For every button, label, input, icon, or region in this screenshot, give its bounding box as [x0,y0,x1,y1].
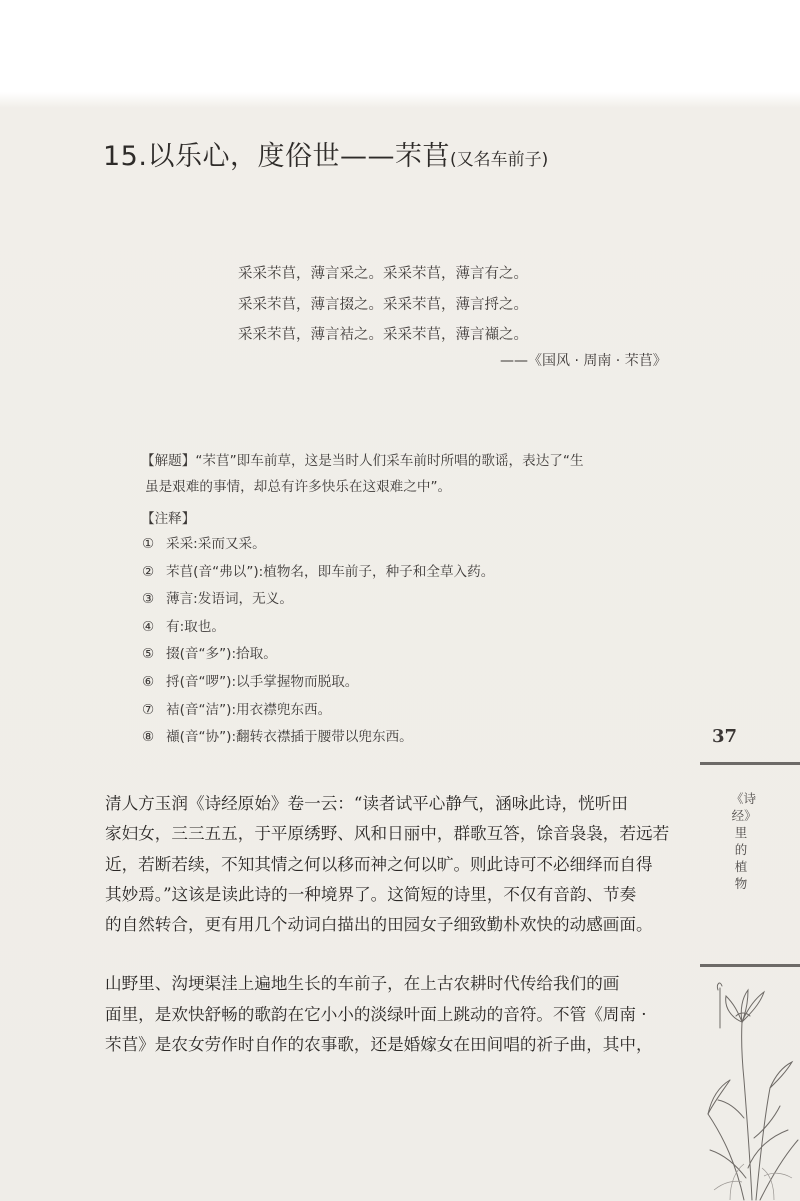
paragraph-line: 家妇女，三三五五，于平原绣野、风和日丽中，群歌互答，馀音袅袅，若远若 [105,824,670,844]
margin-rule-bottom [700,964,800,967]
paragraph-line: 山野里、沟埂渠洼上遍地生长的车前子，在上古农耕时代传给我们的画 [105,974,620,994]
zhushi-label: 【注释】 [141,511,196,527]
note-number: ② [142,563,155,580]
note-text: 袺(音“洁”):用衣襟兜东西。 [166,701,332,718]
chapter-title-text: 15.以乐心，度俗世——芣苢 [103,141,450,172]
note-text: 襭(音“协”):翻转衣襟插于腰带以兜东西。 [166,729,413,746]
note-item [141,641,681,669]
note-item [141,559,681,587]
poem-source: ——《国风 · 周南 · 芣苢》 [500,353,667,369]
paragraph-line: 芣苢》是农女劳作时自作的农事歌，还是婚嫁女在田间唱的祈子曲，其中， [105,1035,653,1055]
note-item [141,586,681,614]
note-item [141,614,681,642]
note-number: ① [142,536,155,552]
paragraph-line: 清人方玉润《诗经原始》卷一云：“读者试平心静气，涵咏此诗，恍听田 [105,794,628,813]
note-number: ⑦ [142,701,155,718]
poem-line: 采采芣苢，薄言掇之。采采芣苢，薄言捋之。 [238,296,528,313]
book-title-vertical: 《诗经》里的植物 [731,791,757,891]
jieti-text-continued: 虽是艰难的事情，却总有许多快乐在这艰难之中”。 [145,479,452,495]
margin-rule-top [700,762,800,765]
paragraph-line: 面里，是欢快舒畅的歌韵在它小小的淡绿叶面上跳动的音符。不管《周南 · [105,1004,647,1024]
chapter-alias: (又名车前子) [449,150,549,170]
jieti-row [141,448,681,474]
notes-section [141,448,681,752]
note-item [141,697,681,725]
paragraph-line: 近，若断若续，不知其情之何以移而神之何以旷。则此诗可不必细绎而自得 [105,854,653,874]
note-number: ⑤ [142,646,155,663]
poem [238,259,698,351]
note-number: ③ [142,591,155,608]
paragraph [105,789,685,940]
note-text: 捋(音“啰”):以手掌握物而脱取。 [166,673,359,690]
poem-line: 采采芣苢，薄言袺之。采采芣苢，薄言襭之。 [238,327,528,343]
page-number: 37 [712,726,738,747]
paragraph-gap [105,940,685,969]
note-number: ⑧ [142,729,155,746]
chapter-title [103,134,548,173]
note-number: ⑥ [142,673,155,690]
note-text: 采采:采而又采。 [166,536,266,552]
note-item [141,531,681,559]
poem-line: 采采芣苢，薄言采之。采采芣苢，薄言有之。 [238,266,528,282]
note-item [141,724,681,752]
plant-sketch-icon [700,968,800,1201]
note-text: 薄言:发语词，无义。 [166,591,293,608]
note-text: 芣苢(音“弗以”):植物名，即车前子，种子和全草入药。 [166,563,495,580]
jieti-label: 【解题】 [141,453,196,469]
jieti-text: “芣苢”即车前草，这是当时人们采车前时所唱的歌谣，表达了“生 [195,453,584,469]
paragraph-line: 的自然转合，更有用几个动词白描出的田园女子细致勤朴欢快的动感画面。 [105,915,653,935]
paragraph [105,969,685,1060]
body-text [105,789,685,1060]
note-text: 有:取也。 [166,618,225,635]
paragraph-line: 其妙焉。”这该是读此诗的一种境界了。这简短的诗里，不仅有音韵、节奏 [105,884,637,904]
note-number: ④ [142,618,155,635]
note-text: 掇(音“多”):拾取。 [166,646,277,663]
note-item [141,669,681,697]
